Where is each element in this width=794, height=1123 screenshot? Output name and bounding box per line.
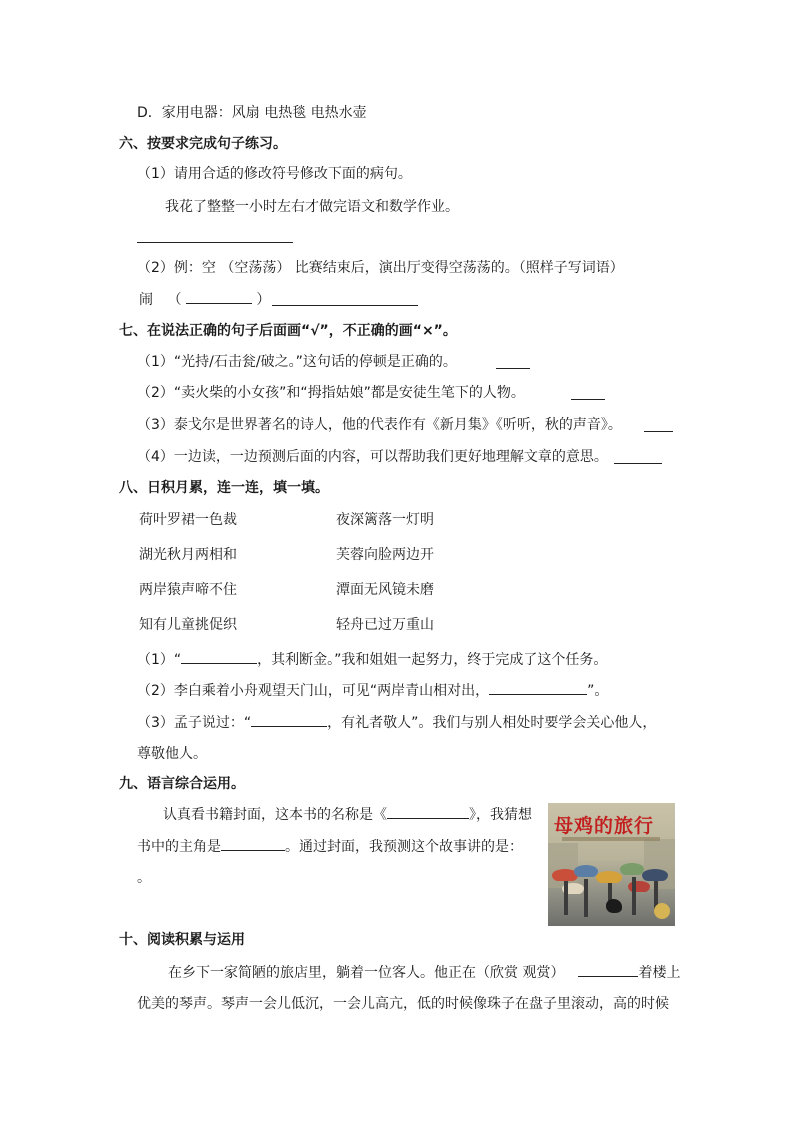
book-cover-title: 母鸡的旅行	[554, 815, 655, 837]
q7-blank-1[interactable]	[496, 368, 530, 369]
q7-blank-3[interactable]	[644, 431, 673, 432]
q8-fill-3-blank[interactable]	[251, 712, 327, 727]
section-9-heading: 九、语言综合运用。	[119, 776, 245, 792]
q8-fill-1-end: ，其利断金。”我和姐姐一起努力，终于完成了这个任务。	[257, 652, 608, 668]
q6-sentence-blank[interactable]	[272, 305, 418, 306]
q8-fill-2-start: （2）李白乘着小舟观望天门山，可见“两岸青山相对出，	[137, 683, 490, 699]
q6-word-blank[interactable]	[186, 289, 252, 304]
q8-fill-2-end: ”。	[587, 683, 609, 699]
section-10-heading: 十、阅读积累与运用	[119, 932, 245, 948]
award-seal-icon	[654, 903, 670, 919]
q7-item-3: （3）泰戈尔是世界著名的诗人，他的代表作有《新月集》《听听，秋的声音》。	[137, 417, 622, 433]
q10-line-1	[168, 962, 680, 983]
q8-right-1[interactable]: 夜深篱落一灯明	[336, 512, 434, 528]
q10-line-2: 优美的琴声。琴声一会儿低沉，一会儿高亢，低的时候像珠子在盘子里滚动，高的时候	[137, 996, 669, 1012]
section-6-heading: 六、按要求完成句子练习。	[119, 136, 287, 152]
q9-line-3: 。	[137, 870, 151, 886]
q8-left-1[interactable]: 荷叶罗裙一色裁	[139, 512, 237, 528]
q7-blank-2[interactable]	[571, 399, 605, 400]
q9-line-1-end: 》，我猜想	[469, 807, 532, 823]
q8-fill-3-continued: 尊敬他人。	[137, 746, 207, 762]
q8-fill-1-blank[interactable]	[181, 649, 257, 664]
q9-line-2-start: 书中的主角是	[137, 839, 221, 855]
section-7-heading: 七、在说法正确的句子后面画“√”，不正确的画“×”。	[119, 323, 457, 339]
q10-line-1-start: 在乡下一家简陋的旅店里，躺着一位客人。他正在（欣赏 观赏）	[168, 965, 565, 981]
q8-fill-3-end: ，有礼者敬人”。我们与别人相处时要学会关心他人，	[327, 715, 657, 731]
q6-faulty-sentence: 我花了整整一小时左右才做完语文和数学作业。	[165, 199, 459, 215]
q6-rparen: ）	[256, 292, 271, 308]
q9-line-2-end: 。通过封面，我预测这个故事讲的是：	[285, 839, 523, 855]
q9-line-1	[163, 804, 532, 825]
hen-icon	[606, 899, 622, 913]
q6-part1-prompt: （1）请用合适的修改符号修改下面的病句。	[137, 166, 412, 182]
q6-part2-row	[139, 289, 270, 310]
q8-fill-2	[137, 680, 608, 701]
q8-fill-2-blank[interactable]	[489, 680, 587, 695]
q10-word-blank[interactable]	[578, 962, 638, 977]
q6-char: 闹	[139, 292, 153, 308]
q7-item-1: （1）“光持/石击瓮/破之。”这句话的停顿是正确的。	[137, 354, 457, 370]
q8-right-3[interactable]: 潭面无风镜未磨	[336, 582, 434, 598]
q7-blank-4[interactable]	[614, 463, 662, 464]
q6-answer-line-1[interactable]	[137, 242, 293, 243]
q8-left-3[interactable]: 两岸猿声啼不住	[139, 582, 237, 598]
q7-item-4: （4）一边读，一边预测后面的内容，可以帮助我们更好地理解文章的意思。	[137, 449, 608, 465]
q8-fill-3	[137, 712, 656, 733]
q6-lparen: （	[167, 292, 182, 308]
q7-item-2: （2）“卖火柴的小女孩”和“拇指姑娘”都是安徒生笔下的人物。	[137, 385, 525, 401]
book-cover-image	[548, 803, 675, 926]
q8-left-4[interactable]: 知有儿童挑促织	[139, 617, 237, 633]
q8-left-2[interactable]: 湖光秋月两相和	[139, 547, 237, 563]
q9-protagonist-blank[interactable]	[221, 836, 285, 851]
q8-fill-1-start: （1）“	[137, 652, 182, 668]
q9-title-blank[interactable]	[387, 804, 469, 819]
q6-part2-prompt: （2）例：空 （空荡荡） 比赛结束后，演出厅变得空荡荡的。（照样子写词语）	[137, 260, 624, 276]
q9-line-2	[137, 836, 523, 857]
q8-fill-1	[137, 649, 607, 670]
option-d: D．家用电器：风扇 电热毯 电热水壶	[137, 105, 367, 121]
section-8-heading: 八、日积月累，连一连，填一填。	[119, 480, 329, 496]
q9-line-1-start: 认真看书籍封面，这本书的名称是《	[163, 807, 387, 823]
q8-right-2[interactable]: 芙蓉向脸两边开	[336, 547, 434, 563]
q8-fill-3-start: （3）孟子说过：“	[137, 715, 252, 731]
q10-line-1-end: 着楼上	[638, 965, 681, 981]
q8-right-4[interactable]: 轻舟已过万重山	[336, 617, 434, 633]
